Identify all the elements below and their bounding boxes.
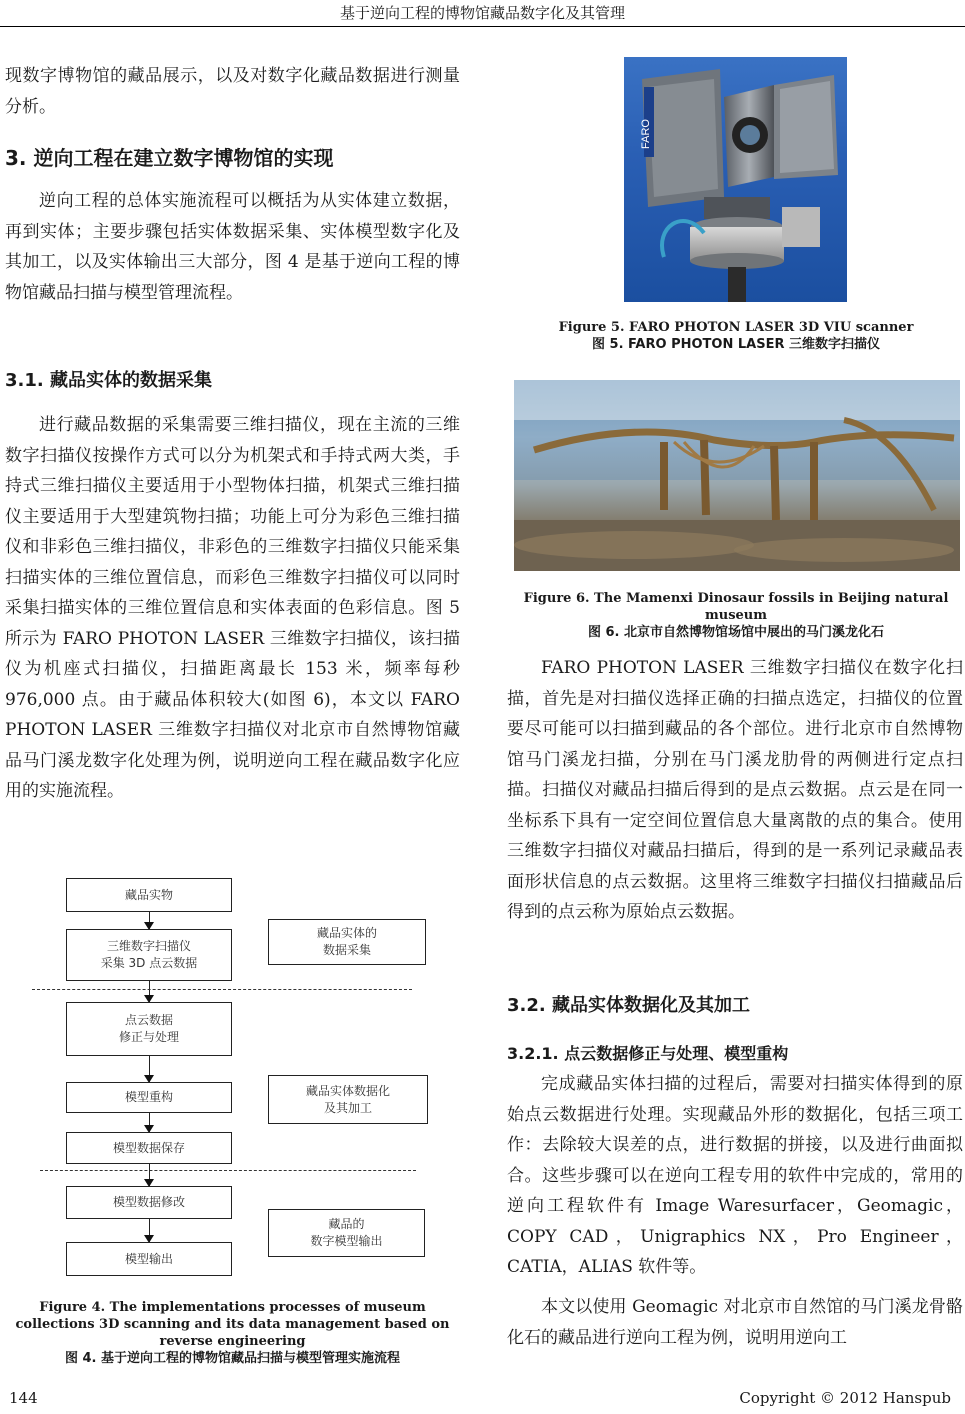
section-3-1-paragraph: 进行藏品数据的采集需要三维扫描仪，现在主流的三维数字扫描仪按操作方式可以分为机架式和手持式两大类，手持式三维扫描仪主要适用于小型物体扫描，机架式三维扫描仪主要适用于大型建筑物扫描；功能上可分为彩色三维扫描仪和非彩色三维扫描仪，非彩色的三维数字扫描仪只能采集扫描实体的三维位置信息，而彩色三维数字扫描仪可以同时采集扫描实体的三维位置信息和实体表面的色彩信息。图 5 所示为 FARO PHOTON LASER 三维数字扫描仪，该扫描仪为机座式扫描仪，扫描距离最长 153 米，频率每秒 976,000 点。由于藏品体积较大(如图 6)，本文以 FARO PHOTON LASER 三维数字扫描仪对北京市自然博物馆藏品马门溪龙数字化处理为例，说明逆向工程在藏品数字化应用的实施流程。 [5,415,460,801]
flow-step-model-output: 模型输出 [66,1242,232,1276]
section-3-2-1-heading: 3.2.1. 点云数据修正与处理、模型重构 [507,1044,789,1063]
flow-step-model-edit: 模型数据修改 [66,1186,232,1219]
flow-step-model-reconstruction: 模型重构 [66,1082,232,1113]
figure-5-caption: Figure 5. FARO PHOTON LASER 3D VIU scanner 图 5. FARO PHOTON LASER 三维数字扫描仪 [558,320,914,352]
flow-arrow [149,912,150,929]
flow-stage-divider [40,1170,416,1171]
flowchart-figure-4 [0,860,470,1290]
section-3-heading: 3. 逆向工程在建立数字博物馆的实现 [5,146,334,170]
flow-step-scan-point-cloud: 三维数字扫描仪 采集 3D 点云数据 [66,929,232,981]
running-header: 基于逆向工程的博物馆藏品数字化及其管理 [339,4,625,22]
intro-paragraph: 现数字博物馆的藏品展示，以及对数字化藏品数据进行测量分析。 [5,66,460,117]
flow-stage-data-collection: 藏品实体的 数据采集 [268,919,426,965]
flow-stage-divider [32,989,412,990]
faro-logo-text: FARO [640,119,652,149]
page-number: 144 [9,1389,38,1407]
figure-6-caption: Figure 6. The Mamenxi Dinosaur fossils in Beijing natural museum 图 6. 北京市自然博物馆场馆中展出的马门溪龙化石 [523,591,949,640]
scanner-illustration [624,57,847,302]
figure-4-caption: Figure 4. The implementations processes of museum collections 3D scanning and its data management based on reverse engineering 图 4. 基于逆向工程的博物馆藏品扫描与模型管理实施流程 [15,1300,450,1366]
section-3-2-heading: 3.2. 藏品实体数据化及其加工 [507,995,750,1016]
flow-step-physical-object: 藏品实物 [66,878,232,912]
flow-step-point-cloud-processing: 点云数据 修正与处理 [66,1002,232,1056]
flow-arrow [149,1164,150,1186]
right-paragraph-2: 完成藏品实体扫描的过程后，需要对扫描实体得到的原始点云数据进行处理。实现藏品外形的数据化，包括三项工作：去除较大误差的点，进行数据的拼接，以及进行曲面拟合。这些步骤可以在逆向工程专用的软件中完成的，常用的逆向工程软件有 Image Waresurfacer，Geomagic，COPY CAD，Unigraphics NX，Pro Engineer，CATIA，ALIAS 软件等。 [507,1074,963,1277]
figure-5-scanner-photo [624,57,847,302]
dinosaur-illustration [514,380,960,571]
flow-arrow [149,1219,150,1242]
flow-arrow [149,1113,150,1132]
flow-step-model-save: 模型数据保存 [66,1132,232,1164]
section-3-1-heading: 3.1. 藏品实体的数据采集 [5,370,212,391]
copyright-footer: Copyright © 2012 Hanspub [739,1389,951,1407]
flow-arrow [149,1056,150,1082]
figure-6-dinosaur-photo [514,380,960,571]
header-rule [0,26,965,27]
right-paragraph-1: FARO PHOTON LASER 三维数字扫描仪在数字化扫描，首先是对扫描仪选择正确的扫描点选定，扫描仪的位置要尽可能可以扫描到藏品的各个部位。进行北京市自然博物馆马门溪龙扫描，分别在马门溪龙肋骨的两侧进行定点扫描。扫描仪对藏品扫描后得到的是点云数据。点云是在同一坐标系下具有一定空间位置信息大量离散的点的集合。使用三维数字扫描仪对藏品扫描后，得到的是一系列记录藏品表面形状信息的点云数据。这里将三维数字扫描仪扫描藏品后得到的点云称为原始点云数据。 [507,658,963,922]
right-paragraph-3: 本文以使用 Geomagic 对北京市自然馆的马门溪龙骨骼化石的藏品进行逆向工程为例，说明用逆向工 [507,1297,963,1348]
section-3-paragraph: 逆向工程的总体实施流程可以概括为从实体建立数据，再到实体；主要步骤包括实体数据采集、实体模型数字化及其加工，以及实体输出三大部分，图 4 是基于逆向工程的博物馆藏品扫描与模型管理流程。 [5,191,460,303]
flow-arrow [149,981,150,1002]
flow-stage-model-output: 藏品的 数字模型输出 [268,1209,425,1257]
flow-stage-digitization-processing: 藏品实体数据化 及其加工 [268,1075,428,1124]
